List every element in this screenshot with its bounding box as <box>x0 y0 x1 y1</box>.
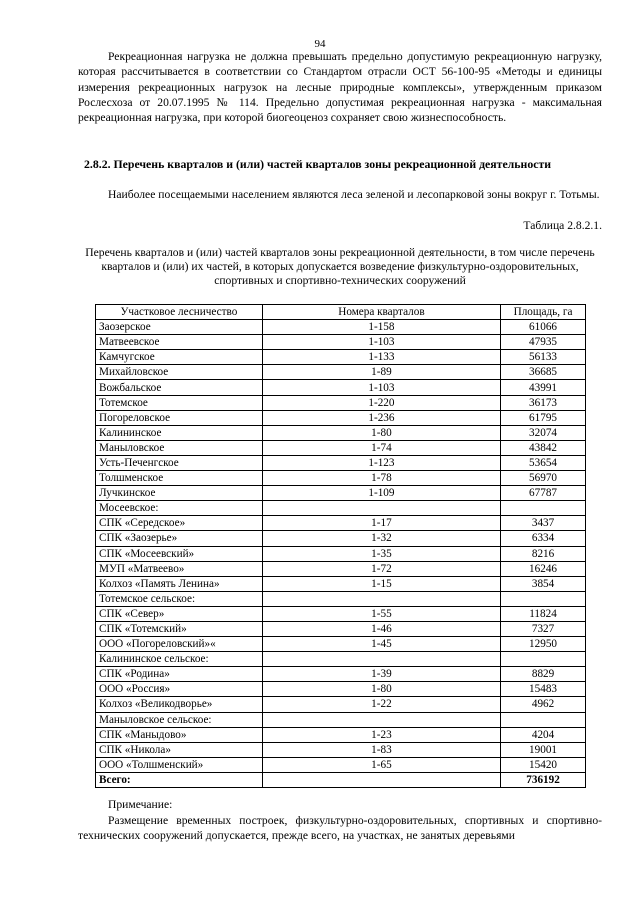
header-area: Площадь, га <box>501 305 586 320</box>
table-row <box>96 516 586 531</box>
cell-forestry: ООО «Погореловский»« <box>96 637 263 652</box>
cell-area <box>501 652 586 667</box>
table-row <box>96 320 586 335</box>
cell-area: 15483 <box>501 682 586 697</box>
cell-area: 19001 <box>501 742 586 757</box>
table-label: Таблица 2.8.2.1. <box>523 219 602 232</box>
cell-area: 61066 <box>501 320 586 335</box>
cell-quarters: 1-22 <box>262 697 500 712</box>
cell-quarters: 1-45 <box>262 637 500 652</box>
table-row <box>96 637 586 652</box>
cell-area: 3854 <box>501 576 586 591</box>
table-row <box>96 757 586 772</box>
table-row <box>96 486 586 501</box>
cell-forestry: СПК «Середское» <box>96 516 263 531</box>
table-row <box>96 546 586 561</box>
cell-area: 43842 <box>501 440 586 455</box>
cell-forestry: Заозерское <box>96 320 263 335</box>
cell-area: 11824 <box>501 606 586 621</box>
paragraph-note: Размещение временных построек, физкультурно-оздоровительных, спортивных и спортивно-технических сооружений допускается, прежде всего, на участках, не занятых деревьями <box>78 814 602 843</box>
cell-quarters: 1-46 <box>262 621 500 636</box>
table-row <box>96 440 586 455</box>
cell-quarters: 1-80 <box>262 425 500 440</box>
table-row <box>96 652 586 667</box>
note-title: Примечание: <box>108 798 173 811</box>
cell-quarters: 1-17 <box>262 516 500 531</box>
cell-forestry: Усть-Печенгское <box>96 455 263 470</box>
cell-quarters: 1-103 <box>262 380 500 395</box>
cell-area: 4204 <box>501 727 586 742</box>
table-row <box>96 501 586 516</box>
cell-area: 36685 <box>501 365 586 380</box>
cell-quarters: 1-65 <box>262 757 500 772</box>
cell-forestry: Лучкинское <box>96 486 263 501</box>
cell-forestry: Колхоз «Великодворье» <box>96 697 263 712</box>
table-row <box>96 531 586 546</box>
cell-quarters: 1-15 <box>262 576 500 591</box>
table-row <box>96 591 586 606</box>
page-number: 94 <box>314 38 326 50</box>
table-row <box>96 350 586 365</box>
cell-quarters <box>262 652 500 667</box>
table-header-row <box>96 305 586 320</box>
cell-area: 7327 <box>501 621 586 636</box>
table-row <box>96 682 586 697</box>
cell-quarters: 1-35 <box>262 546 500 561</box>
cell-area: 56970 <box>501 471 586 486</box>
cell-forestry: Колхоз «Память Ленина» <box>96 576 263 591</box>
table-row <box>96 667 586 682</box>
cell-quarters: 1-83 <box>262 742 500 757</box>
table-row <box>96 621 586 636</box>
table-row <box>96 410 586 425</box>
cell-area <box>501 501 586 516</box>
cell-quarters: 1-39 <box>262 667 500 682</box>
table-row <box>96 471 586 486</box>
cell-area: 16246 <box>501 561 586 576</box>
cell-quarters: 1-109 <box>262 486 500 501</box>
cell-forestry: СПК «Тотемский» <box>96 621 263 636</box>
cell-forestry: МУП «Матвеево» <box>96 561 263 576</box>
table-caption: Перечень кварталов и (или) частей кварталов зоны рекреационной деятельности, в том числе перечень кварталов и (или) их частей, в которых допускается возведение физкультурно-оздоровительных, спортивных и спортивно-технических сооружений <box>85 246 595 287</box>
cell-area: 47935 <box>501 335 586 350</box>
cell-quarters: 1-158 <box>262 320 500 335</box>
table-body <box>96 320 586 788</box>
cell-forestry: СПК «Родина» <box>96 667 263 682</box>
cell-area: 67787 <box>501 486 586 501</box>
cell-area: 8216 <box>501 546 586 561</box>
cell-forestry: Матвеевское <box>96 335 263 350</box>
cell-area: 6334 <box>501 531 586 546</box>
cell-area: 32074 <box>501 425 586 440</box>
cell-quarters: 1-220 <box>262 395 500 410</box>
cell-forestry: Михайловское <box>96 365 263 380</box>
cell-forestry: Мосеевское: <box>96 501 263 516</box>
cell-quarters: 1-55 <box>262 606 500 621</box>
table-row <box>96 395 586 410</box>
table-row <box>96 365 586 380</box>
cell-forestry: Камчугское <box>96 350 263 365</box>
cell-quarters: 1-78 <box>262 471 500 486</box>
table-row <box>96 380 586 395</box>
cell-quarters: 1-89 <box>262 365 500 380</box>
cell-area: 56133 <box>501 350 586 365</box>
total-cell-forestry: Всего: <box>96 772 263 787</box>
total-cell-quarters <box>262 772 500 787</box>
cell-forestry: ООО «Россия» <box>96 682 263 697</box>
quarters-table <box>95 304 586 788</box>
header-forestry: Участковое лесничество <box>96 305 263 320</box>
cell-forestry: ООО «Толшменский» <box>96 757 263 772</box>
cell-quarters: 1-133 <box>262 350 500 365</box>
cell-forestry: СПК «Мосеевский» <box>96 546 263 561</box>
cell-forestry: СПК «Заозерье» <box>96 531 263 546</box>
cell-quarters: 1-80 <box>262 682 500 697</box>
cell-quarters: 1-123 <box>262 455 500 470</box>
cell-forestry: Тотемское сельское: <box>96 591 263 606</box>
table-row <box>96 606 586 621</box>
table-row <box>96 742 586 757</box>
table-row <box>96 425 586 440</box>
cell-quarters <box>262 501 500 516</box>
table-row <box>96 576 586 591</box>
cell-quarters: 1-74 <box>262 440 500 455</box>
table-row <box>96 727 586 742</box>
cell-area: 8829 <box>501 667 586 682</box>
cell-area: 15420 <box>501 757 586 772</box>
cell-quarters <box>262 712 500 727</box>
table-row <box>96 335 586 350</box>
total-cell-area: 736192 <box>501 772 586 787</box>
table-row <box>96 712 586 727</box>
cell-area: 61795 <box>501 410 586 425</box>
cell-forestry: Толшменское <box>96 471 263 486</box>
cell-forestry: Маныловское <box>96 440 263 455</box>
table-total-row <box>96 772 586 787</box>
cell-quarters: 1-32 <box>262 531 500 546</box>
cell-quarters: 1-236 <box>262 410 500 425</box>
cell-forestry: СПК «Маныдово» <box>96 727 263 742</box>
cell-area: 4962 <box>501 697 586 712</box>
cell-forestry: СПК «Север» <box>96 606 263 621</box>
cell-area: 53654 <box>501 455 586 470</box>
cell-quarters <box>262 591 500 606</box>
table-row <box>96 697 586 712</box>
paragraph-most-visited-forests: Наиболее посещаемыми населением являются леса зеленой и лесопарковой зоны вокруг г. Тотьмы. <box>108 188 600 201</box>
header-quarters: Номера кварталов <box>262 305 500 320</box>
paragraph-recreational-load: Рекреационная нагрузка не должна превышать предельно допустимую рекреационную нагрузку, которая рассчитывается в соответствии со Стандартом отрасли ОСТ 56-100-95 «Методы и единицы измерения рекреационных нагрузок на лесные природные комплексы», утвержденным приказом Рослесхоза от 20.07.1995 № 114. Предельно допустимая рекреационная нагрузка - максимальная рекреационная нагрузка, при которой биогеоценоз сохраняет свою жизнеспособность. <box>78 50 602 125</box>
cell-forestry: Вожбальское <box>96 380 263 395</box>
table-row <box>96 561 586 576</box>
section-heading: 2.8.2. Перечень кварталов и (или) частей кварталов зоны рекреационной деятельности <box>84 157 552 171</box>
cell-area: 43991 <box>501 380 586 395</box>
cell-forestry: Тотемское <box>96 395 263 410</box>
cell-forestry: СПК «Никола» <box>96 742 263 757</box>
table-row <box>96 455 586 470</box>
cell-forestry: Маныловское сельское: <box>96 712 263 727</box>
cell-quarters: 1-72 <box>262 561 500 576</box>
cell-area <box>501 591 586 606</box>
cell-forestry: Калининское сельское: <box>96 652 263 667</box>
cell-area: 36173 <box>501 395 586 410</box>
cell-quarters: 1-103 <box>262 335 500 350</box>
cell-quarters: 1-23 <box>262 727 500 742</box>
cell-area: 12950 <box>501 637 586 652</box>
cell-forestry: Погореловское <box>96 410 263 425</box>
cell-forestry: Калининское <box>96 425 263 440</box>
cell-area <box>501 712 586 727</box>
cell-area: 3437 <box>501 516 586 531</box>
